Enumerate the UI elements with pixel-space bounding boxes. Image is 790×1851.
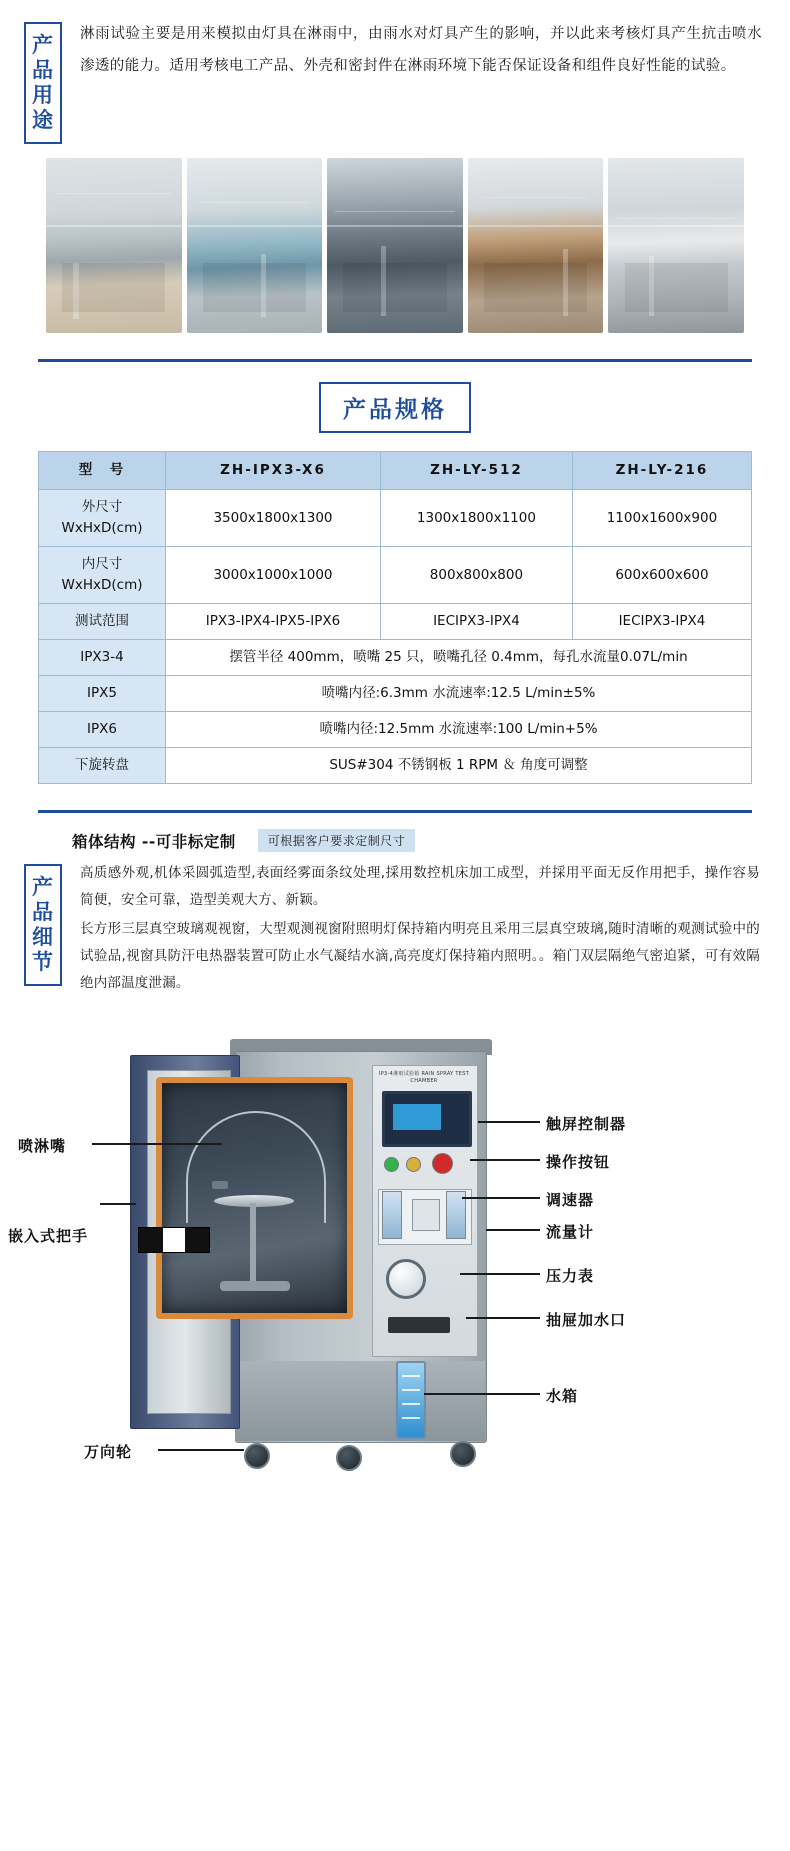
embedded-handle — [138, 1227, 210, 1253]
spec-col-3: ZH-LY-216 — [572, 452, 751, 490]
detail-title-char-3: 细 — [32, 925, 54, 949]
detail-section-header — [0, 784, 790, 813]
cell-outer-3: 1100x1600x900 — [572, 490, 751, 547]
spec-col-1: ZH-IPX3-X6 — [166, 452, 381, 490]
lead-line-drawer-water-inlet — [466, 1317, 540, 1319]
operation-button-yellow[interactable] — [406, 1157, 421, 1172]
lead-line-speed-regulator — [462, 1197, 540, 1199]
callout-speed-regulator: 调速器 — [546, 1191, 595, 1209]
detail-paragraphs — [80, 860, 760, 999]
lead-line-spray-nozzle — [92, 1143, 222, 1145]
lead-line-operation-button — [470, 1159, 540, 1161]
cell-inner-2: 800x800x800 — [380, 547, 572, 604]
operation-button-green[interactable] — [384, 1157, 399, 1172]
lead-line-pressure-gauge — [460, 1273, 540, 1275]
cabinet-structure-header — [0, 813, 790, 852]
custom-size-note: 可根据客户要求定制尺寸 — [258, 829, 416, 852]
lead-line-water-tank — [424, 1393, 540, 1395]
factory-photo-strip — [0, 148, 790, 347]
table-row — [39, 748, 752, 784]
factory-photo-4 — [468, 158, 604, 333]
factory-photo-5 — [608, 158, 744, 333]
factory-photo-3 — [327, 158, 463, 333]
row-label-ipx34: IPX3-4 — [39, 640, 166, 676]
table-header-row — [39, 452, 752, 490]
flow-meter-left — [382, 1191, 402, 1239]
table-row — [39, 547, 752, 604]
detail-paragraph-1: 高质感外观,机体采圆弧造型,表面经雾面条纹处理,採用数控机床加工成型，并採用平面无反作用把手，操作容易简便，安全可靠，造型美观大方、新颖。 — [80, 865, 760, 908]
cell-range-3: IECIPX3-IPX4 — [572, 604, 751, 640]
spec-col-model: 型 号 — [39, 452, 166, 490]
cell-inner-1: 3000x1000x1000 — [166, 547, 381, 604]
detail-section — [0, 852, 790, 999]
row-label-turntable: 下旋转盘 — [39, 748, 166, 784]
callout-drawer-water-inlet: 抽屉加水口 — [546, 1311, 627, 1329]
row-label-line-2: WxHxD(cm) — [61, 577, 143, 593]
usage-paragraph: 淋雨试验主要是用来模拟由灯具在淋雨中，由雨水对灯具产生的影响，并以此来考核灯具产生抗击喷水渗透的能力。适用考核电工产品、外壳和密封件在淋雨环境下能否保证设备和组件良好性能的试验。 — [80, 26, 762, 74]
lead-line-touch-controller — [478, 1121, 540, 1123]
spec-col-2: ZH-LY-512 — [380, 452, 572, 490]
usage-title-char-2: 品 — [32, 58, 54, 82]
table-row — [39, 490, 752, 547]
usage-section — [0, 0, 790, 148]
table-row — [39, 604, 752, 640]
row-label-line-2: WxHxD(cm) — [61, 520, 143, 536]
detail-title-char-1: 产 — [32, 875, 54, 899]
lead-line-embedded-handle — [100, 1203, 136, 1205]
operation-button-red[interactable] — [432, 1153, 453, 1174]
callout-touch-controller: 触屏控制器 — [546, 1115, 627, 1133]
spec-title: 产品规格 — [319, 382, 471, 433]
factory-photo-1 — [46, 158, 182, 333]
detail-vertical-title — [24, 864, 62, 986]
callout-operation-button: 操作按钮 — [546, 1153, 611, 1171]
divider-top — [38, 359, 752, 362]
table-row — [39, 676, 752, 712]
callout-embedded-handle: 嵌入式把手 — [8, 1227, 89, 1245]
usage-title-char-4: 途 — [32, 108, 54, 132]
callout-water-tank: 水箱 — [546, 1387, 579, 1405]
pressure-gauge — [386, 1259, 426, 1299]
usage-title-char-3: 用 — [32, 83, 54, 107]
row-label-inner-dim — [39, 547, 166, 604]
detail-title-char-2: 品 — [32, 900, 54, 924]
row-label-ipx5: IPX5 — [39, 676, 166, 712]
row-label-test-range: 测试范围 — [39, 604, 166, 640]
speed-regulator-knob[interactable] — [412, 1199, 440, 1231]
spec-section-header — [0, 347, 790, 433]
machine-observation-window — [156, 1077, 353, 1319]
cell-ipx34-value: 摆管半径 400mm，喷嘴 25 只，喷嘴孔径 0.4mm，每孔水流量0.07L/min — [166, 640, 752, 676]
touch-controller-screen[interactable] — [382, 1091, 472, 1147]
turntable-pole — [250, 1203, 256, 1289]
usage-vertical-title — [24, 22, 62, 144]
callout-caster-wheel: 万向轮 — [84, 1443, 133, 1461]
turntable-base — [220, 1281, 290, 1291]
callout-flow-meter: 流量计 — [546, 1223, 595, 1241]
detail-paragraph-2: 长方形三层真空玻璃观视窗，大型观测视窗附照明灯保持箱内明亮且采用三层真空玻璃,随时清晰的观测试验中的试验品,视窗具防汗电热器装置可防止水气凝结水滴,高亮度灯保持箱内照明。。箱门双层隔绝气密迫紧，可有效隔绝内部温度泄漏。 — [80, 921, 760, 991]
caster-wheel-2 — [336, 1445, 362, 1471]
panel-brand-text: IP3-4淋雨试验箱 RAIN SPRAY TEST CHAMBER — [378, 1071, 470, 1084]
cell-outer-1: 3500x1800x1300 — [166, 490, 381, 547]
factory-photo-2 — [187, 158, 323, 333]
usage-title-char-1: 产 — [32, 33, 54, 57]
row-label-line-1: 外尺寸 — [81, 499, 123, 515]
cell-inner-3: 600x600x600 — [572, 547, 751, 604]
machine-lower-band — [235, 1361, 485, 1441]
cell-turntable-value: SUS#304 不锈钢板 1 RPM ＆ 角度可调整 — [166, 748, 752, 784]
machine-diagram — [0, 1017, 790, 1487]
table-row — [39, 712, 752, 748]
detail-title-char-4: 节 — [32, 950, 54, 974]
machine-illustration — [120, 1031, 540, 1471]
cell-ipx5-value: 喷嘴内径:6.3mm 水流速率:12.5 L/min±5% — [166, 676, 752, 712]
spray-nozzle — [212, 1181, 228, 1189]
table-row — [39, 640, 752, 676]
row-label-outer-dim — [39, 490, 166, 547]
cell-range-1: IPX3-IPX4-IPX5-IPX6 — [166, 604, 381, 640]
callout-pressure-gauge: 压力表 — [546, 1267, 595, 1285]
water-tank — [396, 1361, 426, 1439]
caster-wheel-1 — [244, 1443, 270, 1469]
drawer-water-inlet[interactable] — [388, 1317, 450, 1333]
lead-line-caster-wheel — [158, 1449, 244, 1451]
cell-ipx6-value: 喷嘴内径:12.5mm 水流速率:100 L/min+5% — [166, 712, 752, 748]
spec-table — [38, 451, 752, 784]
row-label-ipx6: IPX6 — [39, 712, 166, 748]
lead-line-flow-meter — [486, 1229, 540, 1231]
cabinet-structure-title: 箱体结构 --可非标定制 — [72, 832, 236, 851]
cell-outer-2: 1300x1800x1100 — [380, 490, 572, 547]
row-label-line-1: 内尺寸 — [81, 556, 123, 572]
callout-spray-nozzle: 喷淋嘴 — [18, 1137, 67, 1155]
cell-range-2: IECIPX3-IPX4 — [380, 604, 572, 640]
caster-wheel-3 — [450, 1441, 476, 1467]
